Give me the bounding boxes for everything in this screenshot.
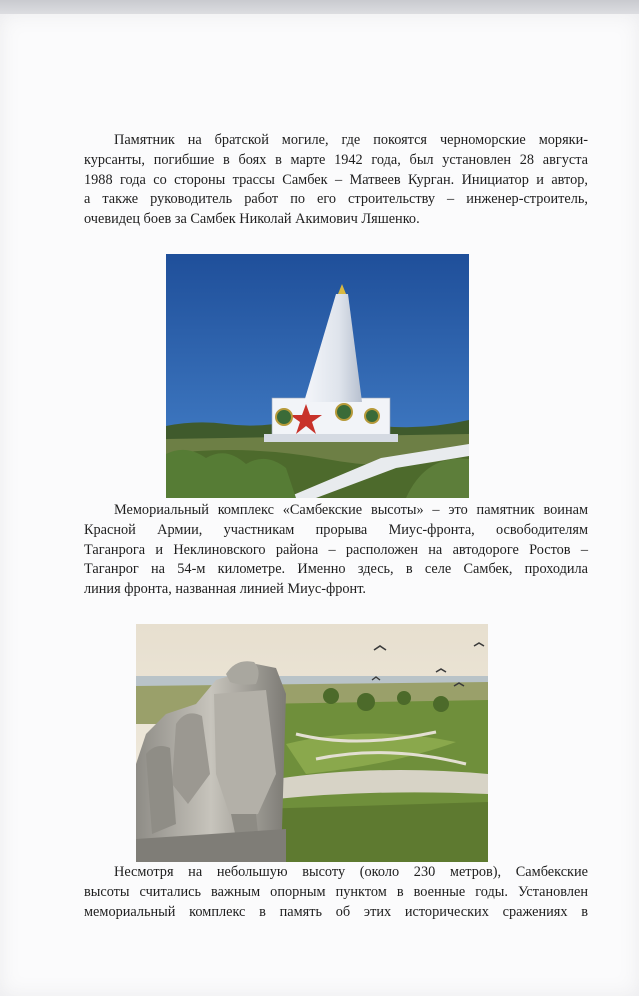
paragraph-2-line: Таганрога и Неклиновского района – расположен на автодороге Ростов – xyxy=(84,541,588,558)
paragraph-3-line: Несмотря на небольшую высоту (около 230 метров), Самбекские xyxy=(114,864,588,880)
paragraph-2-line: Мемориальный комплекс «Самбекские высоты» – это памятник воинам xyxy=(114,502,588,518)
memorial-complex-photo xyxy=(136,624,488,862)
scan-top-border xyxy=(0,0,639,14)
obelisk-monument-photo xyxy=(166,254,469,498)
paragraph-2-line: Таганрог на 54-м километре. Именно здесь, в селе Самбек, проходила xyxy=(84,561,588,578)
document-page xyxy=(0,14,639,996)
paragraph-2-line: линия фронта, названная линией Миус-фронт. xyxy=(84,581,366,598)
paragraph-3 xyxy=(84,863,588,922)
paragraph-2-line: Красной Армии, участникам прорыва Миус-фронта, освободителям xyxy=(84,521,588,538)
paragraph-3-line: высоты считались важным опорным пунктом в военные годы. Установлен xyxy=(84,883,588,900)
paragraph-1-line: Памятник на братской могиле, где покоятся черноморские моряки- xyxy=(114,132,588,148)
paragraph-1-line: очевидец боев за Самбек Николай Акимович Ляшенко. xyxy=(84,211,420,228)
paragraph-1 xyxy=(84,131,588,230)
paragraph-3-line: мемориальный комплекс в память об этих исторических сражениях в xyxy=(84,903,588,920)
paragraph-1-line: а также руководитель работ по его строительству – инженер-строитель, xyxy=(84,191,588,208)
paragraph-1-line: 1988 года со стороны трассы Самбек – Матвеев Курган. Инициатор и автор, xyxy=(84,171,588,188)
paragraph-1-line: курсанты, погибшие в боях в марте 1942 года, был установлен 28 августа xyxy=(84,151,588,168)
paragraph-2 xyxy=(84,501,588,600)
